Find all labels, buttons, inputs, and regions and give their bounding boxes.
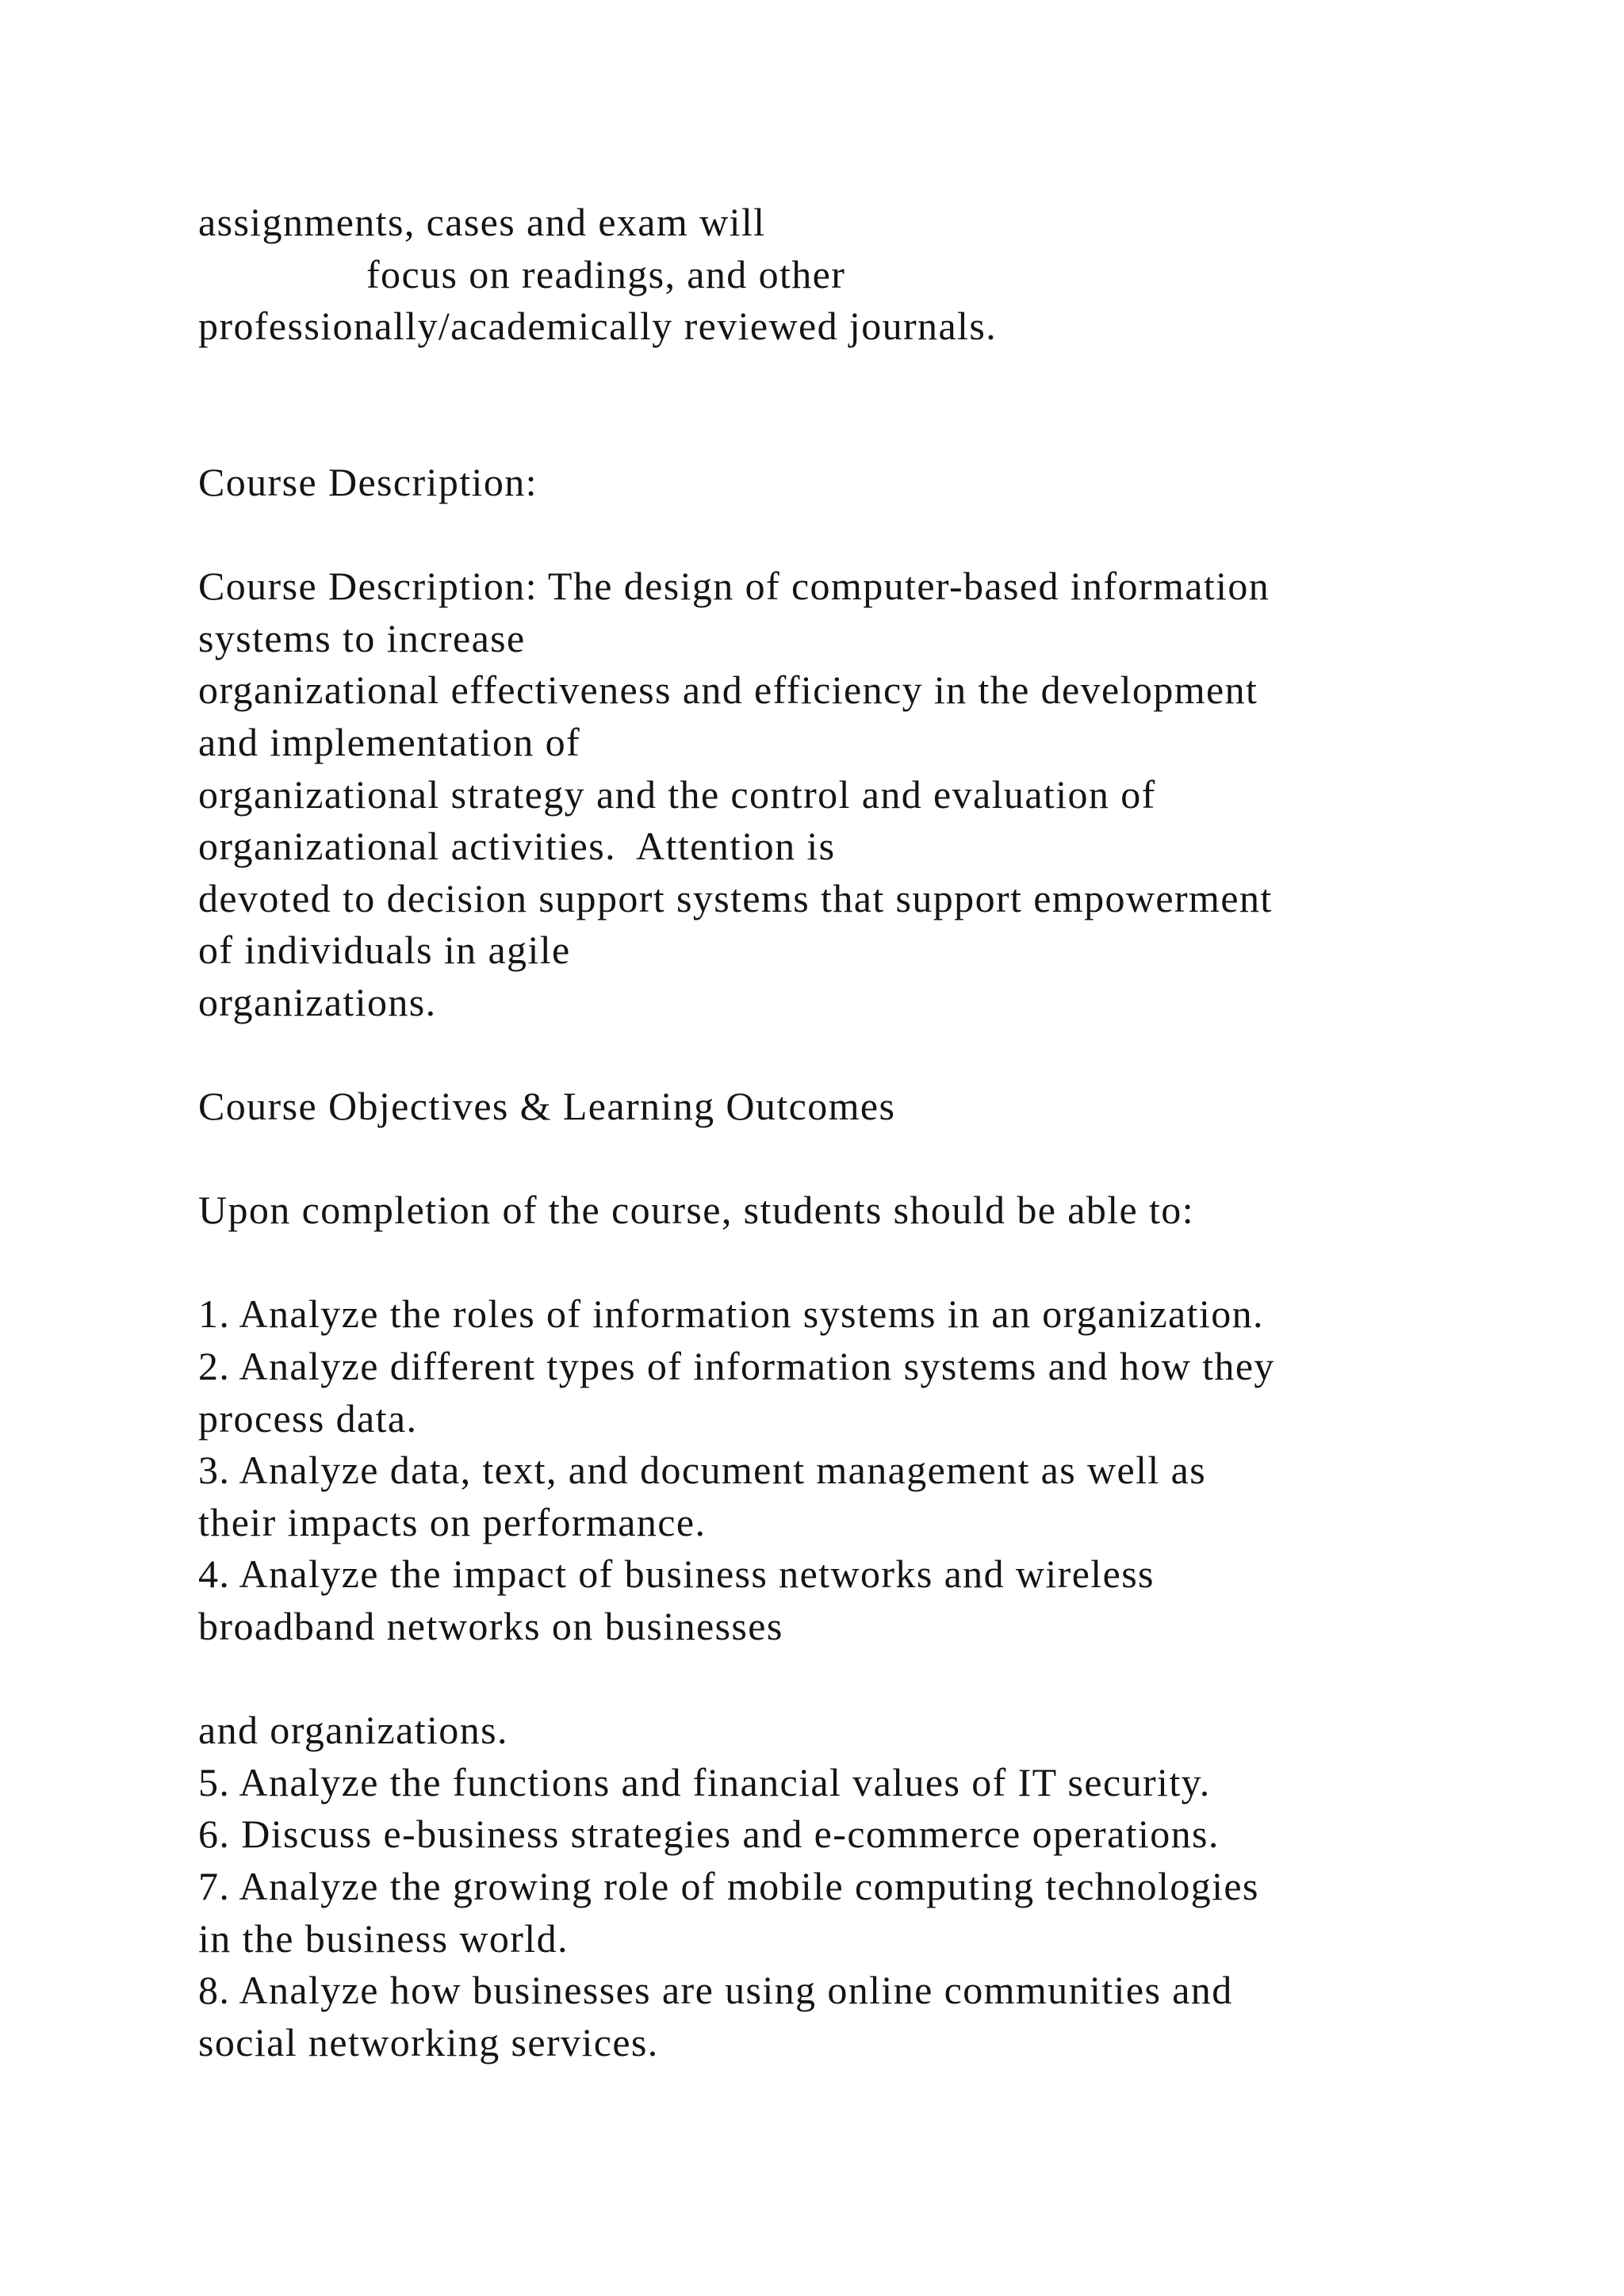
course-description-line: of individuals in agile	[198, 928, 571, 973]
objectives-intro: Upon completion of the course, students should be able to:	[198, 1188, 1194, 1233]
course-description-line: organizational effectiveness and efficiency in the development	[198, 668, 1258, 713]
spacer	[198, 1029, 1546, 1081]
spacer	[198, 509, 1546, 561]
objective-line: 1. Analyze the roles of information systems in an organization.	[198, 1292, 1264, 1337]
objective-line: 2. Analyze different types of information systems and how they	[198, 1344, 1275, 1389]
objective-line: social networking services.	[198, 2019, 659, 2064]
spacer	[198, 1133, 1546, 1185]
course-description-line: devoted to decision support systems that support empowerment	[198, 875, 1273, 920]
document-body	[198, 197, 1546, 2068]
objective-line: broadband networks on businesses	[198, 1604, 783, 1649]
objective-line: and organizations.	[198, 1708, 508, 1753]
objective-line: 4. Analyze the impact of business networks and wireless	[198, 1552, 1155, 1597]
objectives-heading: Course Objectives & Learning Outcomes	[198, 1084, 896, 1129]
course-description-heading: Course Description:	[198, 459, 538, 504]
course-description-line: Course Description: The design of computer-based information	[198, 564, 1270, 609]
spacer	[198, 1237, 1546, 1289]
course-description-line: systems to increase	[198, 615, 526, 660]
objective-line: 7. Analyze the growing role of mobile computing technologies	[198, 1864, 1259, 1908]
objective-line: 8. Analyze how businesses are using online communities and	[198, 1968, 1233, 2013]
objective-line: process data.	[198, 1395, 418, 1441]
course-description-line: and implementation of	[198, 719, 581, 764]
objective-line: 3. Analyze data, text, and document management as well as	[198, 1448, 1207, 1493]
objective-line: 5. Analyze the functions and financial values of IT security.	[198, 1759, 1211, 1804]
course-description-line: organizational activities. Attention is	[198, 824, 836, 869]
intro-line: professionally/academically reviewed journals.	[198, 304, 998, 349]
intro-line: assignments, cases and exam will	[198, 200, 766, 244]
course-description-line: organizations.	[198, 979, 437, 1024]
objective-line: their impacts on performance.	[198, 1499, 707, 1544]
objective-line: 6. Discuss e-business strategies and e-commerce operations.	[198, 1812, 1220, 1857]
objective-line: in the business world.	[198, 1915, 569, 1961]
spacer	[198, 1653, 1546, 1705]
spacer	[198, 353, 1546, 457]
intro-line: focus on readings, and other	[366, 251, 846, 297]
course-description-line: organizational strategy and the control and evaluation of	[198, 771, 1156, 817]
